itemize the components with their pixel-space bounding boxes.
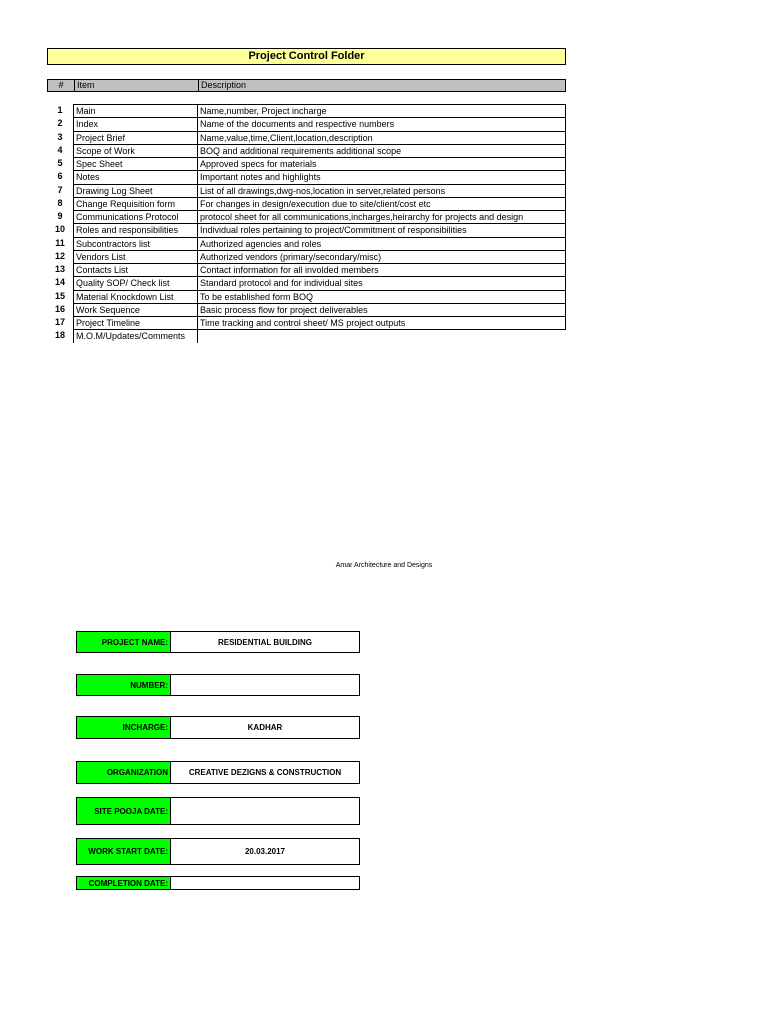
table-row	[47, 210, 566, 223]
table-row	[47, 117, 566, 130]
table-row	[47, 184, 566, 197]
field-value	[171, 675, 359, 695]
row-number: 10	[54, 224, 65, 235]
table-row	[47, 303, 566, 316]
row-description: Standard protocol and for individual sites	[197, 276, 566, 289]
row-number: 4	[57, 144, 63, 155]
table-row	[47, 329, 566, 342]
row-number: 7	[57, 184, 63, 195]
field-label: ORGANIZATION	[77, 762, 171, 783]
row-item: Contacts List	[73, 263, 197, 276]
row-number: 5	[57, 158, 63, 168]
row-description: Name of the documents and respective numbers	[197, 117, 566, 130]
table-row	[47, 290, 566, 303]
row-item: Index	[73, 117, 197, 130]
table-header	[47, 79, 566, 92]
row-description: List of all drawings,dwg-nos,location in server,related persons	[197, 184, 566, 197]
row-description: Name,number, Project incharge	[197, 104, 566, 117]
info-field	[76, 716, 360, 739]
field-value	[171, 798, 359, 824]
row-description: Individual roles pertaining to project/Commitment of responsibilities	[197, 223, 566, 236]
table-row	[47, 237, 566, 250]
row-number: 2	[57, 118, 63, 129]
row-number: 12	[54, 250, 65, 261]
row-number: 3	[57, 131, 63, 142]
field-label: PROJECT NAME:	[77, 632, 171, 652]
row-description: Authorized agencies and roles	[197, 237, 566, 250]
row-number: 8	[57, 197, 63, 208]
row-number: 1	[57, 105, 63, 115]
folder-table	[47, 104, 566, 343]
row-item: Communications Protocol	[73, 210, 197, 223]
table-row	[47, 223, 566, 236]
field-value: KADHAR	[247, 723, 283, 732]
field-label: INCHARGE:	[77, 717, 171, 738]
field-value: 20.03.2017	[244, 847, 286, 856]
table-row	[47, 276, 566, 289]
row-item: Vendors List	[73, 250, 197, 263]
row-number: 16	[54, 303, 65, 314]
header-num: #	[58, 80, 64, 90]
table-row	[47, 250, 566, 263]
row-description: Time tracking and control sheet/ MS project outputs	[197, 316, 566, 329]
header-description: Description	[198, 80, 565, 91]
row-item: Drawing Log Sheet	[73, 184, 197, 197]
info-field	[76, 797, 360, 825]
row-item: Notes	[73, 170, 197, 183]
field-label: NUMBER:	[77, 675, 171, 695]
row-item: Subcontractors list	[73, 237, 197, 250]
info-field	[76, 631, 360, 653]
field-value: CREATIVE DEZIGNS & CONSTRUCTION	[188, 768, 342, 777]
row-item: Roles and responsibilities	[73, 223, 197, 236]
row-number: 18	[54, 330, 65, 341]
row-description: Basic process flow for project deliverables	[197, 303, 566, 316]
row-description: Contact information for all involded members	[197, 263, 566, 276]
field-label: SITE POOJA DATE:	[77, 798, 171, 824]
row-item: Scope of Work	[73, 144, 197, 157]
row-description: Approved specs for materials	[197, 157, 566, 170]
row-item: Material Knockdown List	[73, 290, 197, 303]
table-row	[47, 131, 566, 144]
info-field	[76, 674, 360, 696]
row-item: Project Timeline	[73, 316, 197, 329]
table-row	[47, 104, 566, 117]
info-field	[76, 761, 360, 784]
row-description: For changes in design/execution due to site/client/cost etc	[197, 197, 566, 210]
field-value	[171, 877, 359, 889]
row-description	[197, 329, 566, 342]
table-row	[47, 197, 566, 210]
row-description: Authorized vendors (primary/secondary/misc)	[197, 250, 566, 263]
field-label: COMPLETION DATE:	[77, 877, 171, 889]
info-field	[76, 876, 360, 890]
row-description: BOQ and additional requirements additional scope	[197, 144, 566, 157]
row-number: 9	[57, 211, 63, 221]
header-item: Item	[74, 80, 198, 91]
company-name: Amar Architecture and Designs	[335, 562, 433, 569]
row-number: 15	[54, 290, 65, 301]
row-number: 14	[54, 277, 65, 288]
row-item: Work Sequence	[73, 303, 197, 316]
row-item: Project Brief	[73, 131, 197, 144]
row-description: Important notes and highlights	[197, 170, 566, 183]
table-row	[47, 144, 566, 157]
row-number: 17	[54, 317, 65, 327]
table-row	[47, 157, 566, 170]
table-row	[47, 263, 566, 276]
page-title: Project Control Folder	[47, 48, 566, 65]
row-number: 11	[55, 237, 65, 248]
info-field	[76, 838, 360, 865]
row-item: Spec Sheet	[73, 157, 197, 170]
row-item: M.O.M/Updates/Comments	[73, 329, 197, 342]
table-row	[47, 316, 566, 329]
row-item: Quality SOP/ Check list	[73, 276, 197, 289]
row-description: Name,value,time,Client,location,description	[197, 131, 566, 144]
field-label: WORK START DATE:	[77, 839, 171, 864]
table-row	[47, 170, 566, 183]
row-description: To be established form BOQ	[197, 290, 566, 303]
row-number: 13	[54, 264, 65, 274]
row-number: 6	[57, 171, 63, 182]
row-item: Change Requisition form	[73, 197, 197, 210]
field-value: RESIDENTIAL BUILDING	[217, 637, 313, 647]
row-description: protocol sheet for all communications,incharges,heirarchy for projects and design	[197, 210, 566, 223]
row-item: Main	[73, 104, 197, 117]
